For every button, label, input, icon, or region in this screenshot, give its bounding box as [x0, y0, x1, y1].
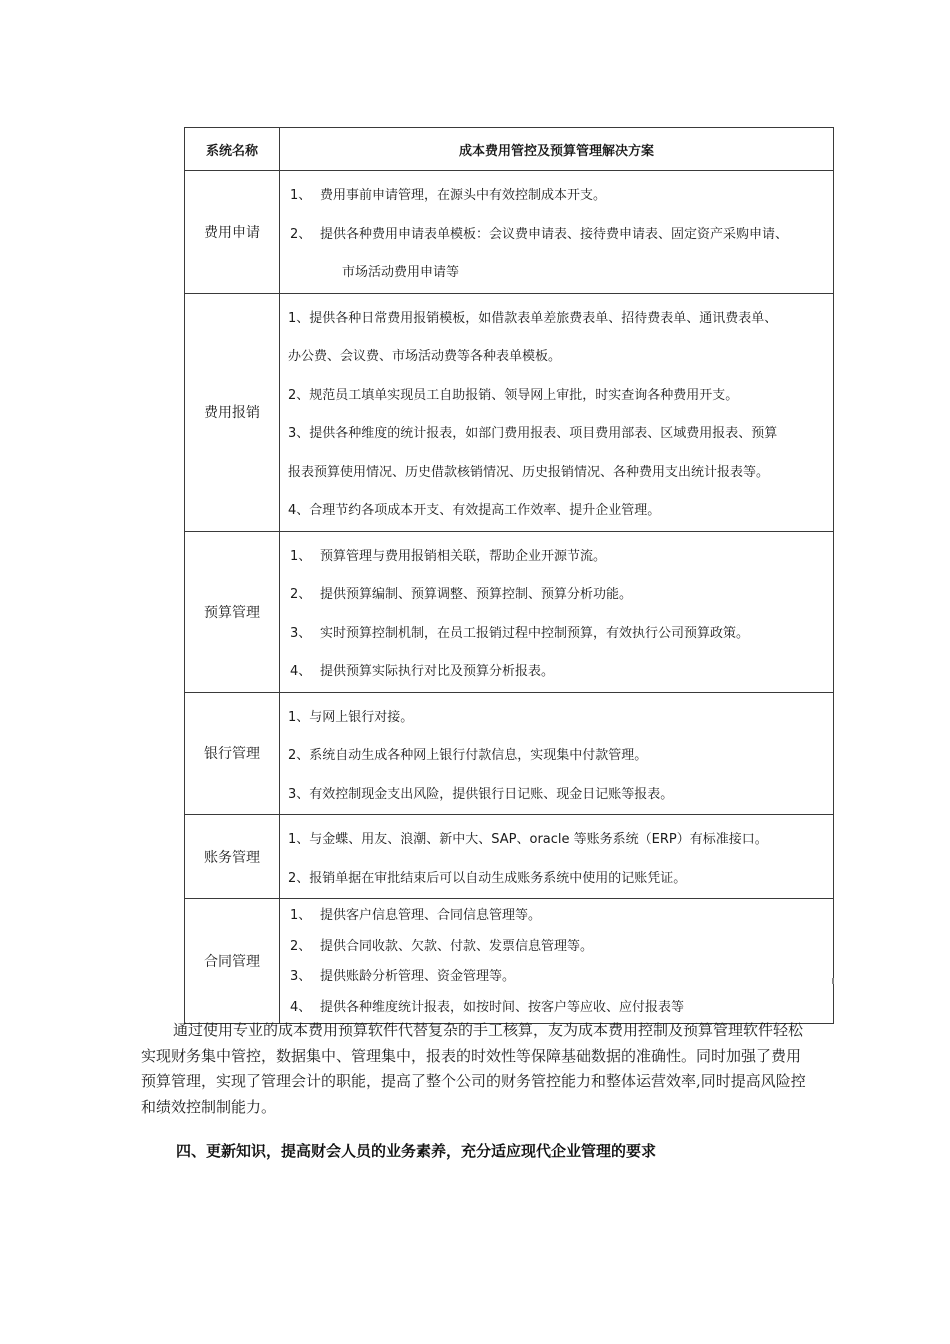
item-text: 提供预算编制、预算调整、预算控制、预算分析功能。	[320, 587, 633, 602]
solution-line	[288, 901, 825, 932]
item-number: 1、	[290, 908, 312, 923]
item-number: 1、	[290, 188, 312, 203]
item-text: 1、与网上银行对接。	[288, 709, 414, 725]
item-text: 3、有效控制现金支出风险，提供银行日记账、现金日记账等报表。	[288, 786, 674, 802]
item-text: 1、与金蝶、用友、浪潮、新中大、SAP、oracle 等账务系统（ERP）有标准接口。	[288, 832, 768, 847]
item-text: 提供各种费用申请表单模板：会议费申请表、接待费申请表、固定资产采购申请、	[320, 226, 789, 242]
table-row	[185, 293, 834, 531]
item-text: 2、规范员工填单实现员工自助报销、领导网上审批，时实查询各种费用开支。	[288, 387, 739, 403]
solution-line	[288, 860, 825, 899]
system-name-cell: 合同管理	[185, 899, 280, 1024]
header-solution: 成本费用管控及预算管理解决方案	[280, 128, 834, 171]
item-text: 4、合理节约各项成本开支、有效提高工作效率、提升企业管理。	[288, 503, 661, 518]
solution-line	[288, 338, 825, 377]
item-text: 预算管理与费用报销相关联，帮助企业开源节流。	[320, 548, 607, 564]
solution-line	[288, 538, 825, 577]
solution-line	[288, 653, 825, 692]
solution-line	[288, 699, 825, 738]
header-system-name: 系统名称	[185, 128, 280, 171]
item-text: 提供合同收款、欠款、付款、发票信息管理等。	[320, 938, 594, 954]
item-text: 费用事前申请管理，在源头中有效控制成本开支。	[320, 188, 607, 203]
solution-line	[288, 576, 825, 615]
item-text: 2、报销单据在审批结束后可以自动生成账务系统中使用的记账凭证。	[288, 870, 687, 886]
table-row	[185, 531, 834, 692]
table-row	[185, 899, 834, 1024]
system-name-cell: 费用申请	[185, 171, 280, 294]
solution-line	[288, 776, 825, 815]
solution-cell	[280, 899, 834, 1024]
item-text: 提供账龄分析管理、资金管理等。	[320, 969, 516, 984]
solution-line	[288, 821, 825, 860]
solution-line	[288, 737, 825, 776]
solution-line	[288, 454, 825, 493]
item-text: 提供各种维度统计报表，如按时间、按客户等应收、应付报表等	[320, 999, 685, 1015]
item-number: 2、	[290, 226, 312, 242]
solution-cell	[280, 692, 834, 815]
item-number: 3、	[290, 969, 312, 984]
table-corner-mark	[832, 978, 834, 984]
solution-cell	[280, 171, 834, 294]
solution-line	[288, 216, 825, 255]
system-name-cell: 账务管理	[185, 815, 280, 899]
item-number: 2、	[290, 938, 312, 954]
solution-line	[288, 254, 825, 293]
system-name-cell: 银行管理	[185, 692, 280, 815]
solution-line	[288, 300, 825, 339]
item-number: 2、	[290, 587, 312, 602]
item-number: 4、	[290, 664, 312, 679]
system-name-cell: 费用报销	[185, 293, 280, 531]
item-text: 办公费、会议费、市场活动费等各种表单模板。	[288, 349, 562, 364]
body-paragraph: 通过使用专业的成本费用预算软件代替复杂的手工核算，友为成本费用控制及预算管理软件轻松实现财务集中管控，数据集中、管理集中，报表的时效性等保障基础数据的准确性。同时加强了费用预算管理，实现了管理会计的职能，提高了整个公司的财务管控能力和整体运营效率,同时提高风险控和绩效控制制能力。	[141, 1021, 806, 1116]
item-text: 实时预算控制机制，在员工报销过程中控制预算，有效执行公司预算政策。	[320, 625, 750, 641]
solution-line	[288, 177, 825, 216]
solution-cell	[280, 815, 834, 899]
solution-line	[288, 932, 825, 963]
solution-line	[288, 962, 825, 993]
item-text: 2、系统自动生成各种网上银行付款信息，实现集中付款管理。	[288, 748, 648, 763]
solution-line	[288, 415, 825, 454]
item-text: 1、提供各种日常费用报销模板，如借款表单差旅费表单、招待费表单、通讯费表单、	[288, 310, 778, 326]
item-number: 3、	[290, 625, 312, 641]
solution-line	[288, 615, 825, 654]
table-row	[185, 815, 834, 899]
table-row	[185, 171, 834, 294]
table-row	[185, 692, 834, 815]
item-text: 市场活动费用申请等	[342, 265, 460, 280]
table-header-row	[185, 128, 834, 171]
system-name-cell: 预算管理	[185, 531, 280, 692]
item-text: 提供预算实际执行对比及预算分析报表。	[320, 664, 555, 679]
item-text: 3、提供各种维度的统计报表，如部门费用报表、项目费用部表、区域费用报表、预算	[288, 426, 778, 441]
item-number: 1、	[290, 548, 312, 564]
solution-table	[184, 127, 834, 1024]
solution-cell	[280, 293, 834, 531]
section-heading: 四、更新知识，提高财会人员的业务素养，充分适应现代企业管理的要求	[176, 1142, 657, 1160]
solution-line	[288, 492, 825, 531]
solution-cell	[280, 531, 834, 692]
item-text: 报表预算使用情况、历史借款核销情况、历史报销情况、各种费用支出统计报表等。	[288, 464, 770, 480]
item-number: 4、	[290, 999, 312, 1015]
item-text: 提供客户信息管理、合同信息管理等。	[320, 908, 542, 923]
solution-line	[288, 377, 825, 416]
